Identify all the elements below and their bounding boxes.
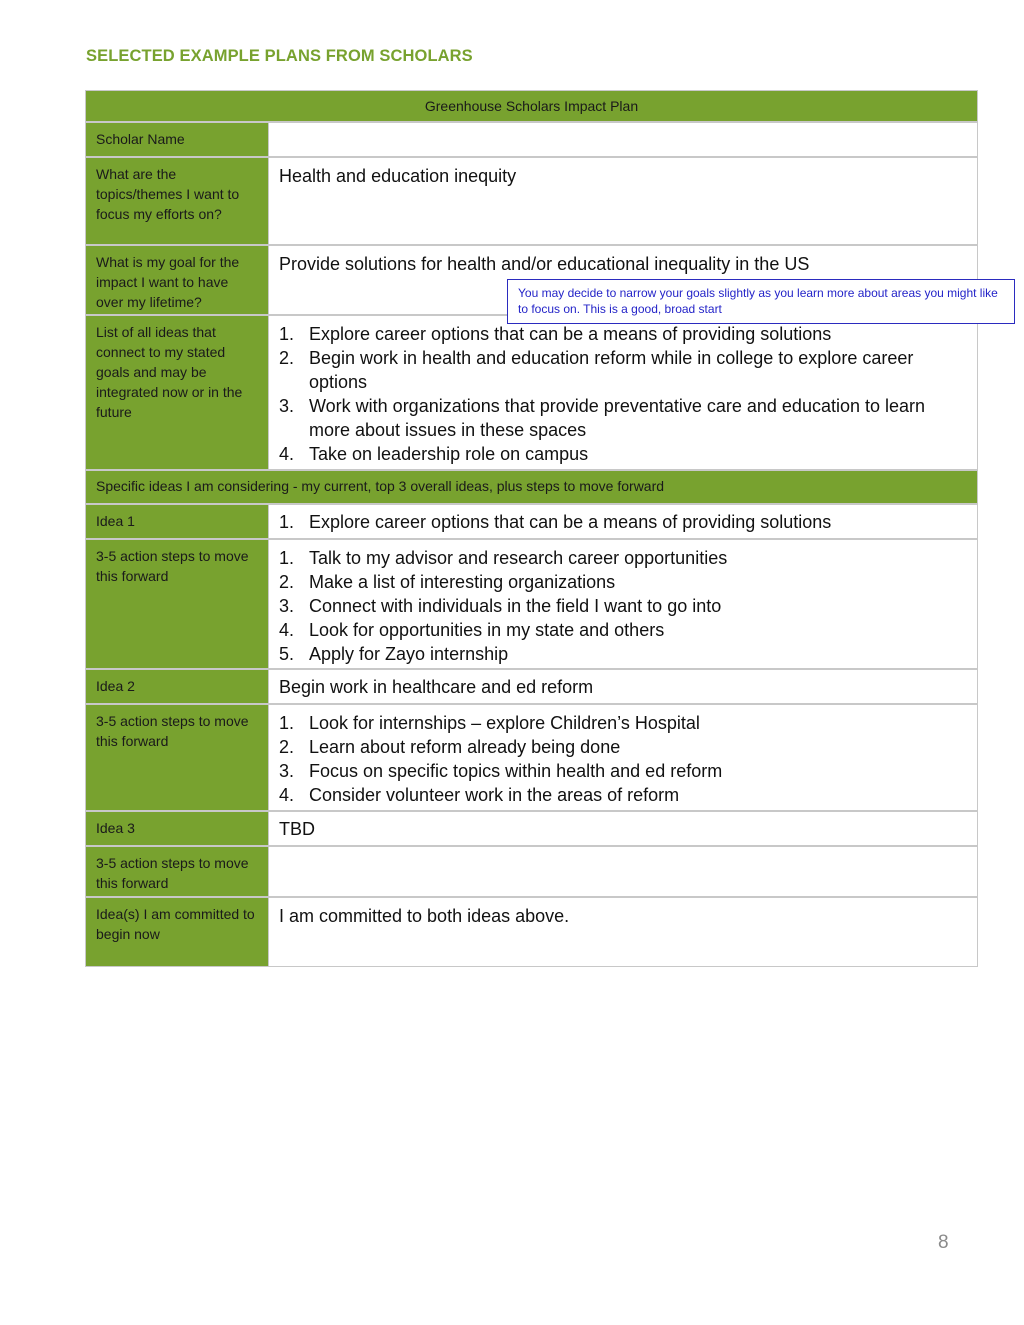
list-number: 1. — [279, 324, 295, 344]
topics-label: What are the topics/themes I want to focus my efforts on? — [85, 157, 269, 245]
scholar-name-label: Scholar Name — [85, 122, 269, 157]
list-number: 4. — [279, 444, 295, 464]
list-item-text: Apply for Zayo internship — [309, 644, 509, 664]
goal-field[interactable]: Provide solutions for health and/or educational inequality in the US — [269, 245, 978, 315]
scholar-name-field[interactable] — [269, 122, 978, 157]
list-item-text: Work with organizations that provide preventative care and education to learn more about issues in these spaces — [309, 396, 926, 440]
goal-label: What is my goal for the impact I want to have over my lifetime? — [85, 245, 269, 315]
list-item-text: Explore career options that can be a means of providing solutions — [309, 324, 832, 344]
page-number: 8 — [938, 1232, 949, 1253]
idea2-steps-list-item — [279, 711, 967, 735]
list-number: 3. — [279, 761, 295, 781]
ideas-list-item — [279, 322, 967, 346]
idea2-label: Idea 2 — [85, 669, 269, 704]
idea2-steps-row — [85, 704, 978, 811]
idea1-item — [279, 510, 967, 534]
idea3-label: Idea 3 — [85, 811, 269, 846]
committed-row — [85, 897, 978, 967]
list-item-text: Consider volunteer work in the areas of reform — [309, 785, 680, 805]
scholar-name-row — [85, 122, 978, 157]
list-item-text: Connect with individuals in the field I want to go into — [309, 596, 722, 616]
list-number: 1. — [279, 713, 295, 733]
ideas-list-item — [279, 346, 967, 394]
committed-field[interactable]: I am committed to both ideas above. — [269, 897, 978, 967]
idea1-steps-list — [279, 546, 967, 666]
idea1-steps-list-item — [279, 546, 967, 570]
idea2-steps-list — [279, 711, 967, 807]
idea1-field[interactable] — [269, 504, 978, 539]
idea1-steps-list-item — [279, 618, 967, 642]
committed-label: Idea(s) I am committed to begin now — [85, 897, 269, 967]
ideas-row — [85, 315, 978, 470]
reviewer-comment-box[interactable]: You may decide to narrow your goals slightly as you learn more about areas you might like to focus on. This is a good, broad start — [507, 279, 1015, 324]
list-item-text: Take on leadership role on campus — [309, 444, 589, 464]
idea2-steps-list-item — [279, 783, 967, 807]
idea1-steps-list-item — [279, 642, 967, 666]
page-heading: SELECTED EXAMPLE PLANS FROM SCHOLARS — [86, 47, 473, 65]
list-number: 2. — [279, 348, 295, 368]
idea3-row — [85, 811, 978, 846]
list-item-text: Look for internships – explore Children’s Hospital — [309, 713, 700, 733]
list-number: 4. — [279, 785, 295, 805]
idea1-steps-list-item — [279, 594, 967, 618]
list-item-text: Talk to my advisor and research career opportunities — [309, 548, 728, 568]
ideas-list-item — [279, 394, 967, 442]
idea2-steps-list-item — [279, 735, 967, 759]
idea1-steps-row — [85, 539, 978, 669]
idea1-steps-field[interactable] — [269, 539, 978, 669]
list-item-text: Begin work in health and education reform while in college to explore career options — [309, 348, 914, 392]
list-number: 2. — [279, 572, 295, 592]
idea1-label: Idea 1 — [85, 504, 269, 539]
list-number: 5. — [279, 644, 295, 664]
idea2-row — [85, 669, 978, 704]
idea1-number: 1. — [279, 512, 295, 532]
topics-row — [85, 157, 978, 245]
table-title: Greenhouse Scholars Impact Plan — [424, 98, 639, 114]
ideas-list-item — [279, 442, 967, 466]
specific-ideas-header: Specific ideas I am considering - my current, top 3 overall ideas, plus steps to move forward — [96, 478, 665, 494]
list-item-text: Make a list of interesting organizations — [309, 572, 616, 592]
list-number: 2. — [279, 737, 295, 757]
idea1-steps-label: 3-5 action steps to move this forward — [85, 539, 269, 669]
list-item-text: Focus on specific topics within health and ed reform — [309, 761, 723, 781]
ideas-field[interactable] — [269, 315, 978, 470]
list-number: 1. — [279, 548, 295, 568]
idea3-steps-field[interactable] — [269, 846, 978, 897]
idea3-field[interactable]: TBD — [269, 811, 978, 846]
table-title-row — [85, 90, 978, 122]
specific-ideas-header-row — [85, 470, 978, 504]
list-number: 3. — [279, 596, 295, 616]
idea2-field[interactable]: Begin work in healthcare and ed reform — [269, 669, 978, 704]
topics-field[interactable]: Health and education inequity — [269, 157, 978, 245]
idea1-row — [85, 504, 978, 539]
idea3-steps-row — [85, 846, 978, 897]
ideas-list — [279, 322, 967, 466]
idea1-text: Explore career options that can be a means of providing solutions — [309, 512, 832, 532]
idea3-steps-label: 3-5 action steps to move this forward — [85, 846, 269, 897]
list-item-text: Look for opportunities in my state and others — [309, 620, 665, 640]
idea2-steps-list-item — [279, 759, 967, 783]
idea2-steps-label: 3-5 action steps to move this forward — [85, 704, 269, 811]
idea2-steps-field[interactable] — [269, 704, 978, 811]
idea1-list — [279, 510, 967, 534]
list-number: 3. — [279, 396, 295, 416]
ideas-label: List of all ideas that connect to my stated goals and may be integrated now or in the future — [85, 315, 269, 470]
list-item-text: Learn about reform already being done — [309, 737, 621, 757]
idea1-steps-list-item — [279, 570, 967, 594]
list-number: 4. — [279, 620, 295, 640]
